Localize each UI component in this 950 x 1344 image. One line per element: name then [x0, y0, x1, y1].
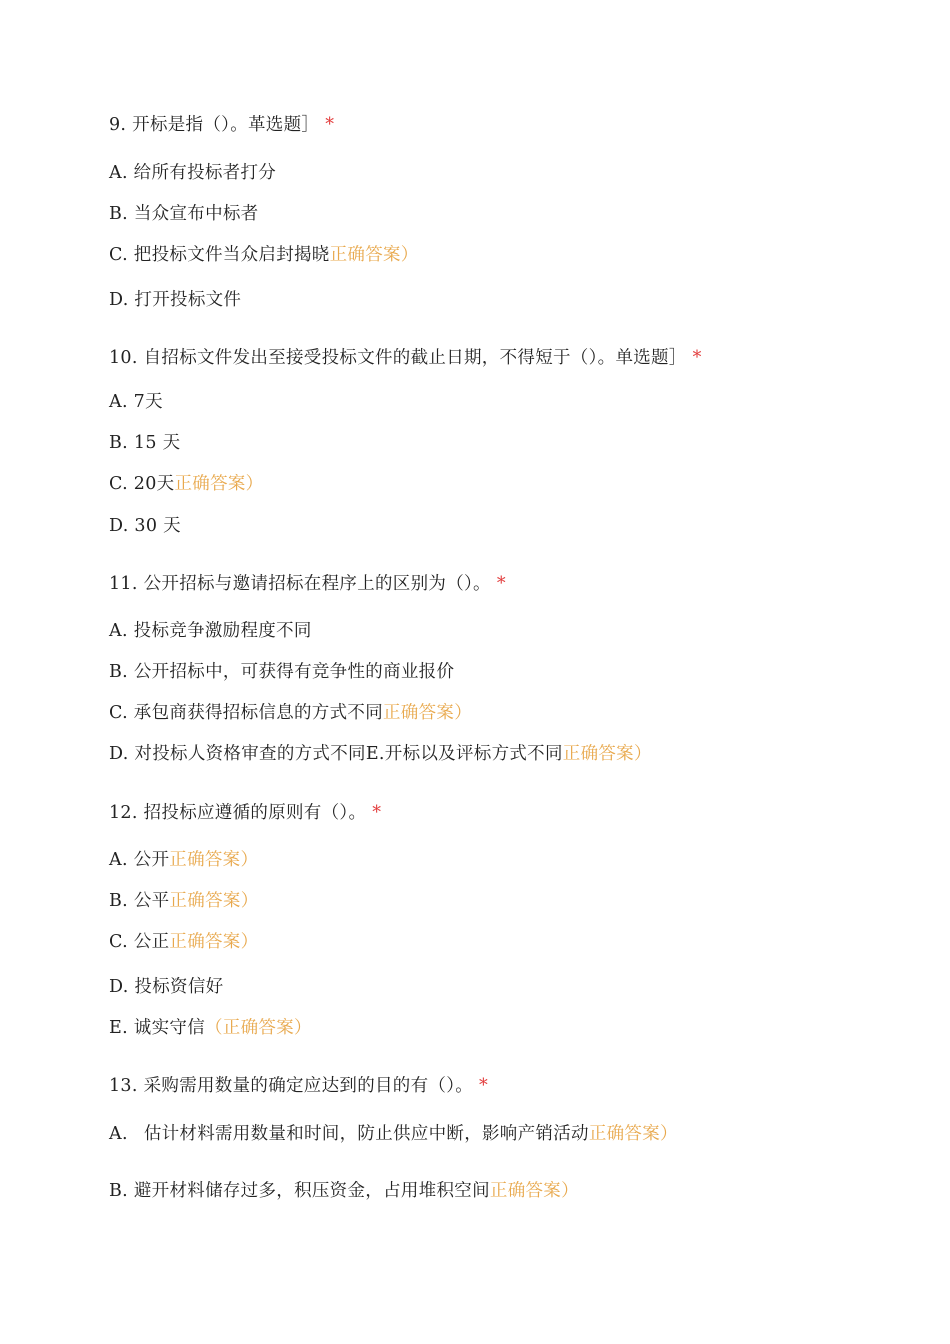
required-asterisk: * — [325, 115, 335, 135]
question-text: 11. 公开招标与邀请招标在程序上的区别为（）。 — [109, 574, 491, 594]
question-12-option-d — [109, 975, 223, 999]
question-11-option-d — [109, 742, 652, 766]
correct-answer-label: 正确答案） — [489, 1181, 579, 1201]
question-13-stem — [109, 1074, 488, 1098]
option-text: C. 20天 — [109, 474, 175, 494]
option-text: D. 打开投标文件 — [109, 290, 242, 310]
question-10-option-c — [109, 472, 263, 496]
option-text: D. 对投标人资格审查的方式不同E.开标以及评标方式不同 — [109, 744, 563, 764]
question-10-stem — [109, 346, 702, 370]
question-13-option-b — [109, 1179, 579, 1203]
option-text: 估计材料需用数量和时间，防止供应中断，影响产销活动 — [143, 1124, 589, 1144]
option-text: D. 投标资信好 — [109, 977, 224, 997]
option-text: A. 7天 — [109, 392, 163, 412]
question-11-stem — [109, 572, 506, 596]
correct-answer-label: 正确答案） — [169, 932, 259, 952]
question-text: 12. 招投标应遵循的原则有（）。 — [109, 803, 367, 823]
option-text: A. — [109, 1124, 128, 1144]
correct-answer-label: 正确答案） — [562, 744, 652, 764]
option-text: A. 给所有投标者打分 — [109, 163, 277, 183]
question-12-option-a — [109, 848, 258, 872]
option-text: A. 投标竞争激励程度不同 — [109, 621, 312, 641]
question-9-option-d — [109, 288, 241, 312]
correct-answer-label: 正确答案） — [169, 891, 259, 911]
correct-answer-label: （正确答案） — [205, 1018, 312, 1038]
option-text: C. 承包商获得招标信息的方式不同 — [109, 703, 383, 723]
required-asterisk: * — [479, 1076, 489, 1096]
option-text: C. 公正 — [109, 932, 170, 952]
required-asterisk: * — [496, 574, 506, 594]
question-9-option-c — [109, 243, 419, 267]
correct-answer-label: 正确答案） — [174, 474, 264, 494]
option-text: E. 诚实守信 — [109, 1018, 205, 1038]
question-text: 13. 采购需用数量的确定应达到的目的有（）。 — [109, 1076, 474, 1096]
question-10-option-d — [109, 514, 181, 538]
correct-answer-label: 正确答案） — [329, 245, 419, 265]
option-text: B. 当众宣布中标者 — [109, 204, 259, 224]
question-11-option-b — [109, 660, 454, 684]
question-text: 10. 自招标文件发出至接受投标文件的截止日期，不得短于（）。单选题］ — [109, 348, 687, 368]
required-asterisk: * — [692, 348, 702, 368]
option-text: B. 避开材料储存过多，积压资金，占用堆积空间 — [109, 1181, 490, 1201]
question-12-stem — [109, 801, 381, 825]
question-12-option-b — [109, 889, 259, 913]
option-text: C. 把投标文件当众启封揭晓 — [109, 245, 330, 265]
correct-answer-label: 正确答案） — [588, 1124, 678, 1144]
option-text: D. 30 天 — [109, 516, 181, 536]
question-11-option-c — [109, 701, 472, 725]
question-9-stem — [109, 113, 334, 137]
correct-answer-label: 正确答案） — [169, 850, 259, 870]
question-text: 9. 开标是指（）。革选题］ — [109, 115, 320, 135]
question-10-option-a — [109, 390, 163, 414]
correct-answer-label: 正确答案） — [383, 703, 472, 723]
option-text: A. 公开 — [109, 850, 170, 870]
option-text: B. 15 天 — [109, 433, 181, 453]
question-11-option-a — [109, 619, 312, 643]
option-text: B. 公平 — [109, 891, 170, 911]
question-9-option-b — [109, 202, 259, 226]
question-12-option-c — [109, 930, 258, 954]
question-10-option-b — [109, 431, 180, 455]
question-12-option-e — [109, 1016, 312, 1040]
question-9-option-a — [109, 161, 276, 185]
question-13-option-a — [109, 1122, 678, 1146]
required-asterisk: * — [372, 803, 382, 823]
option-text: B. 公开招标中，可获得有竞争性的商业报价 — [109, 662, 455, 682]
